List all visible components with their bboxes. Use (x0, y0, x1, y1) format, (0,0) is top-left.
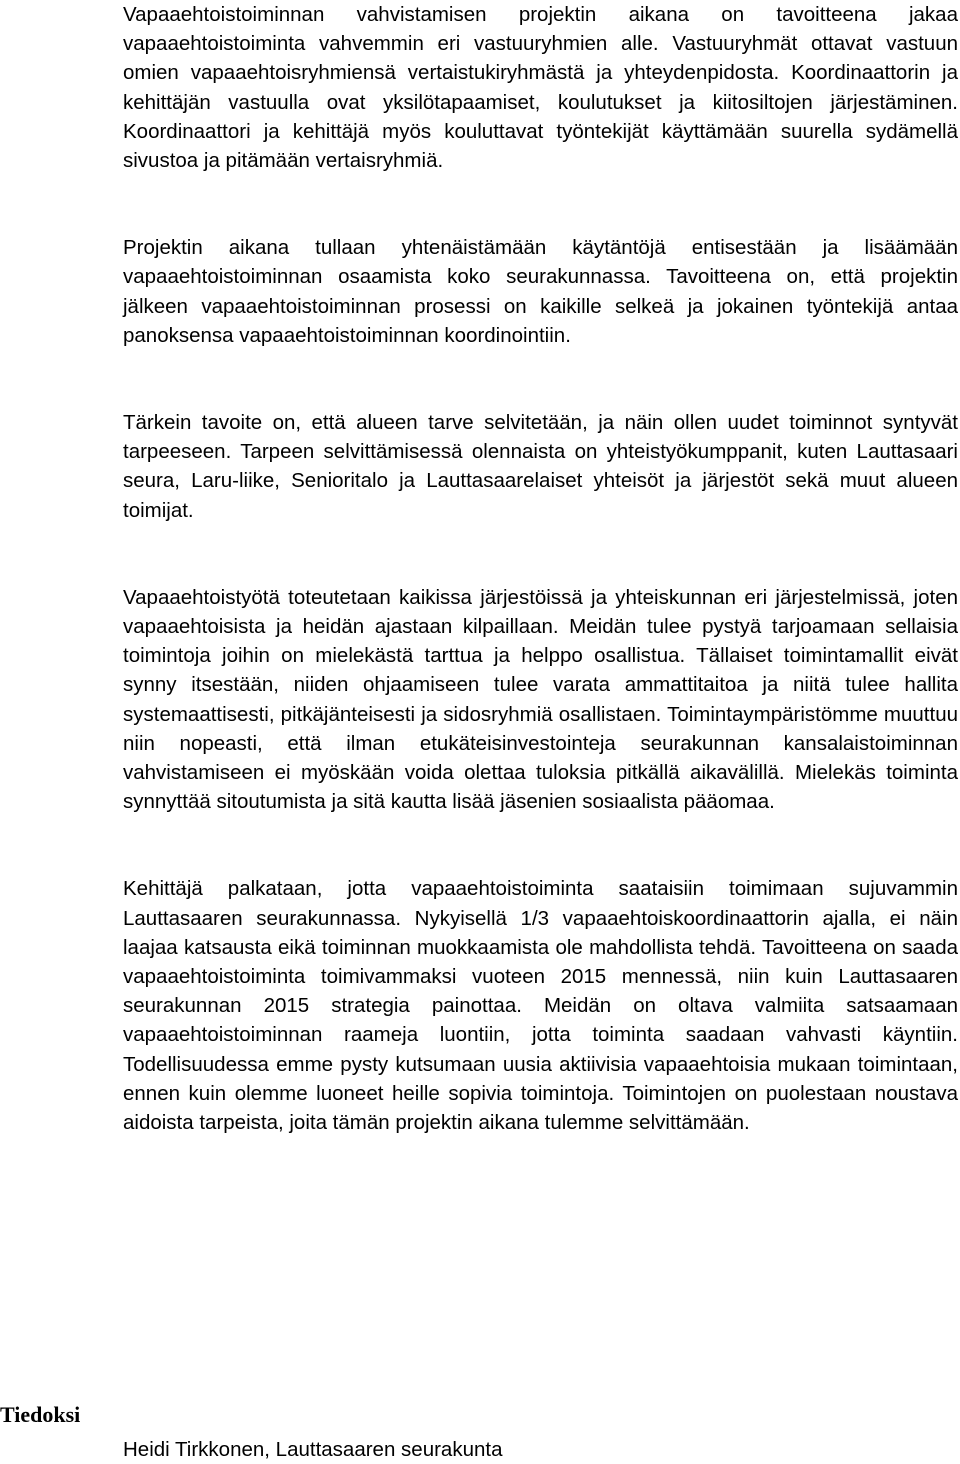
paragraph-gap (123, 816, 958, 874)
paragraph-4: Vapaaehtoistyötä toteutetaan kaikissa järjestöissä ja yhteiskunnan eri järjestelmissä, joten vapaaehtoisista ja heidän ajastaan kilpaillaan. Meidän tulee pystyä tarjoamaan sellaisia toimintoja joihin on mielekästä tarttua ja helppo osallistua. Tällaiset toimintamallit eivät synny itsestään, niiden ohjaamiseen tulee varata ammattitaitoa ja niitä tulee hallita systemaattisesti, pitkäjänteisesti ja sidosryhmiä osallistaen. Toimintaympäristömme muuttuu niin nopeasti, että ilman etukäteisinvestointeja seurakunnan kansalaistoiminnan vahvistamiseen ei myöskään voida olettaa tuloksia pitkällä aikavälillä. Mielekäs toiminta synnyttää sitoutumista ja sitä kautta lisää jäsenien sosiaalista pääomaa. (123, 585, 958, 814)
paragraph-2: Projektin aikana tullaan yhtenäistämään käytäntöjä entisestään ja lisäämään vapaaehtoistoiminnan osaamista koko seurakunnassa. Tavoitteena on, että projektin jälkeen vapaaehtoistoiminnan prosessi on kaikille selkeä ja jokainen työntekijä antaa panoksensa vapaaehtoistoiminnan koordinointiin. (123, 236, 958, 347)
paragraph-gap (123, 175, 958, 233)
paragraph-5: Kehittäjä palkataan, jotta vapaaehtoistoiminta saataisiin toimimaan sujuvammin Lauttasaaren seurakunnassa. Nykyisellä 1/3 vapaaehtoiskoordinaattorin ajalla, ei näin laajaa katsausta eikä toiminnan muokkaamista ole mahdollista tehdä. Tavoitteena on saada vapaaehtoistoiminta toimivammaksi vuoteen 2015 mennessä, niin kuin Lauttasaaren seurakunnan 2015 strategia painottaa. Meidän on oltava valmiita satsaamaan vapaaehtoistoiminnan raameja luontiin, jotta toiminta saadaan vahvasti käyntiin. Todellisuudessa emme pysty kutsumaan uusia aktiivisia vapaaehtoisia mukaan toimintaan, ennen kuin olemme luoneet heille sopivia toimintoja. Toimintojen on puolestaan noustava aidoista tarpeista, joita tämän projektin aikana tulemme selvittämään. (123, 877, 958, 1135)
contact-label: Tiedoksi (0, 1402, 81, 1427)
paragraph-gap (123, 525, 958, 583)
contact-value: Heidi Tirkkonen, Lauttasaaren seurakunta (123, 1438, 503, 1461)
document-body (123, 0, 958, 1137)
paragraph-gap (123, 350, 958, 408)
paragraph-1: Vapaaehtoistoiminnan vahvistamisen projektin aikana on tavoitteena jakaa vapaaehtoistoiminta vahvemmin eri vastuuryhmien alle. Vastuuryhmät ottavat vastuun omien vapaaehtoisryhmiensä vertaistukiryhmästä ja yhteydenpidosta. Koordinaattorin ja kehittäjän vastuulla ovat yksilötapaamiset, koulutukset ja kiitosiltojen järjestäminen. Koordinaattori ja kehittäjä myös kouluttavat työntekijät käyttämään suurella sydämellä sivustoa ja pitämään vertaisryhmiä. (123, 3, 958, 173)
paragraph-3: Tärkein tavoite on, että alueen tarve selvitetään, ja näin ollen uudet toiminnot syntyvät tarpeeseen. Tarpeen selvittämisessä olennaista on yhteistyökumppanit, kuten Lauttasaari seura, Laru-liike, Senioritalo ja Lauttasaarelaiset yhteisöt ja järjestöt sekä muut alueen toimijat. (123, 411, 958, 522)
